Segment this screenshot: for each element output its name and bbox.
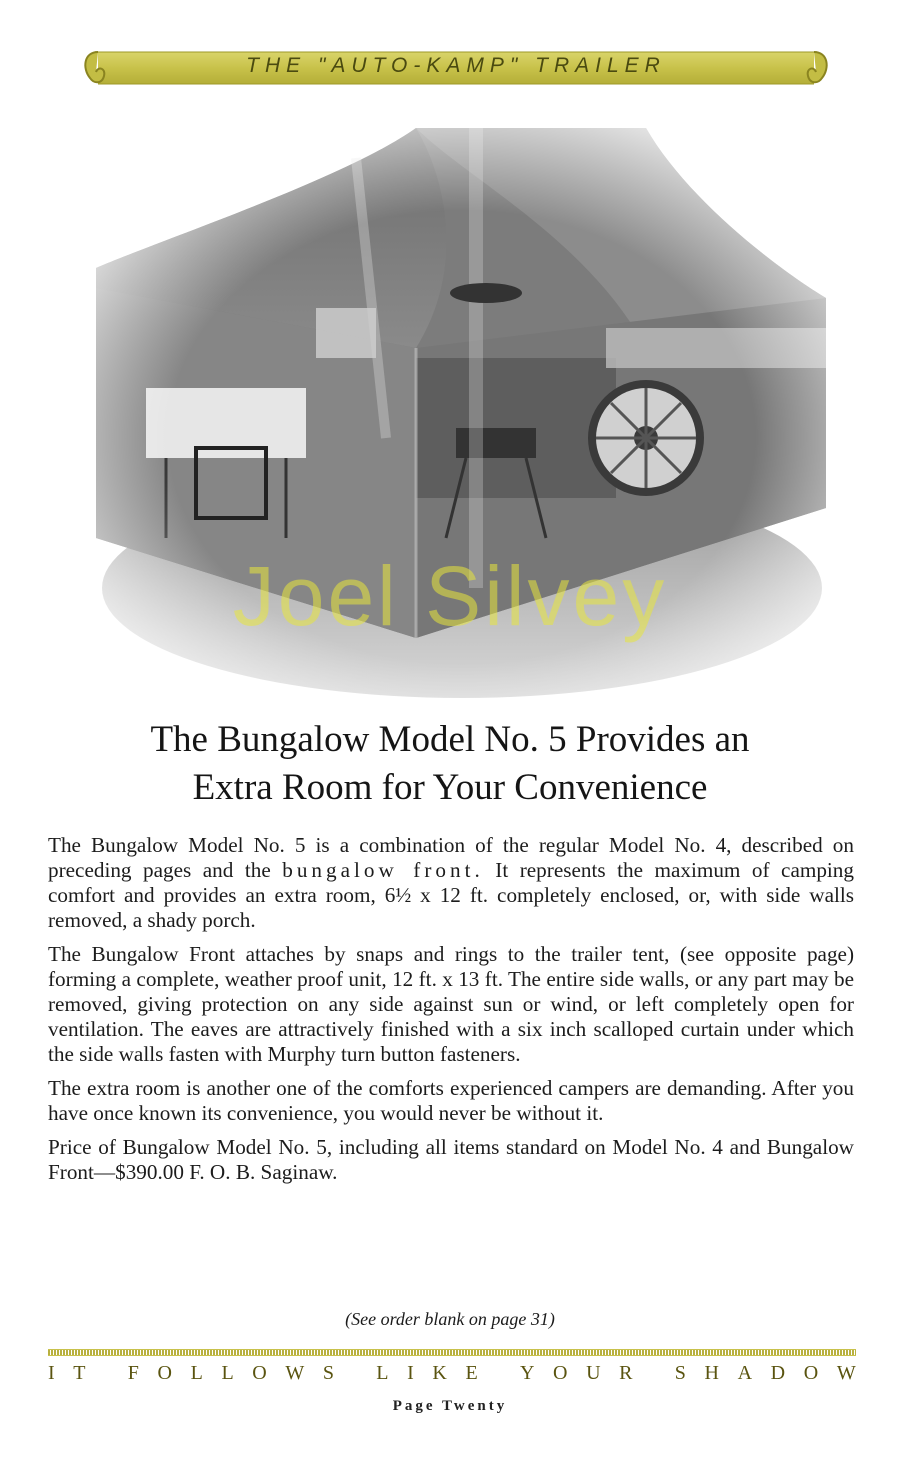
slogan-letter: L bbox=[190, 1362, 203, 1384]
slogan-letter: F bbox=[127, 1362, 139, 1384]
slogan-letter: L bbox=[221, 1362, 234, 1384]
page-number: Page Twenty bbox=[392, 1398, 508, 1414]
paragraph-4: Price of Bungalow Model No. 5, including all items standard on Model No. 4 and Bungalow Front—$390.00 F. O. B. Saginaw. bbox=[48, 1135, 854, 1184]
slogan-letter: W bbox=[836, 1362, 856, 1384]
order-note: (See order blank on page 31) bbox=[345, 1309, 555, 1329]
slogan-letter: I bbox=[48, 1362, 55, 1384]
footer-slogan bbox=[48, 1362, 856, 1385]
slogan-letter: I bbox=[407, 1362, 414, 1384]
slogan-letter bbox=[496, 1362, 501, 1385]
slogan-letter: U bbox=[586, 1362, 601, 1384]
slogan-letter: T bbox=[73, 1362, 86, 1384]
body-copy bbox=[48, 833, 854, 1194]
slogan-letter: D bbox=[770, 1362, 786, 1384]
slogan-letter bbox=[104, 1362, 109, 1385]
paragraph-1 bbox=[48, 833, 854, 933]
footer-divider bbox=[48, 1349, 856, 1356]
paragraph-1-emphasis: bungalow front. bbox=[282, 858, 484, 882]
slogan-letter: L bbox=[376, 1362, 389, 1384]
slogan-letter: A bbox=[737, 1362, 753, 1384]
slogan-letter: S bbox=[322, 1362, 334, 1384]
slogan-letter: O bbox=[803, 1362, 819, 1384]
banner-title: THE "AUTO-KAMP" TRAILER bbox=[246, 54, 666, 77]
page-headline bbox=[40, 716, 860, 812]
slogan-letter bbox=[353, 1362, 358, 1385]
slogan-letter: R bbox=[619, 1362, 633, 1384]
headline-line-1: The Bungalow Model No. 5 Provides an bbox=[150, 719, 750, 760]
slogan-letter: K bbox=[432, 1362, 447, 1384]
headline-line-2: Extra Room for Your Convenience bbox=[192, 767, 708, 808]
slogan-letter: E bbox=[465, 1362, 478, 1384]
paragraph-3: The extra room is another one of the comforts experienced campers are demanding. After you have once known its convenience, you would never be without it. bbox=[48, 1076, 854, 1125]
slogan-letter: W bbox=[285, 1362, 305, 1384]
header-banner bbox=[80, 48, 832, 88]
slogan-letter: O bbox=[252, 1362, 267, 1384]
paragraph-2: The Bungalow Front attaches by snaps and rings to the trailer tent, (see opposite page) forming a complete, weather proof unit, 12 ft. x 13 ft. The entire side walls, or any part may be removed, giving protection on any side against sun or wind, or left completely open for ventilation. The eaves are attractively finished with a six inch scalloped curtain under which the side walls fasten with Murphy turn button fasteners. bbox=[48, 942, 854, 1066]
slogan-letter: S bbox=[674, 1362, 686, 1384]
slogan-letter bbox=[651, 1362, 656, 1385]
watermark-text: Joel Silvey bbox=[232, 549, 668, 643]
slogan-letter: Y bbox=[519, 1362, 535, 1384]
slogan-letter: O bbox=[157, 1362, 172, 1384]
slogan-letter: O bbox=[553, 1362, 568, 1384]
paragraph-1-start: The Bungalow Model No. 5 is a combination of the regular Model No. 4, described on preceding pages and the bbox=[48, 833, 854, 882]
slogan-letter: H bbox=[704, 1362, 719, 1384]
paragraph-1-end: It represents the maximum of camping comfort and provides an extra room, 6½ x 12 ft. completely enclosed, or, with side walls removed, a shady porch. bbox=[48, 858, 854, 932]
